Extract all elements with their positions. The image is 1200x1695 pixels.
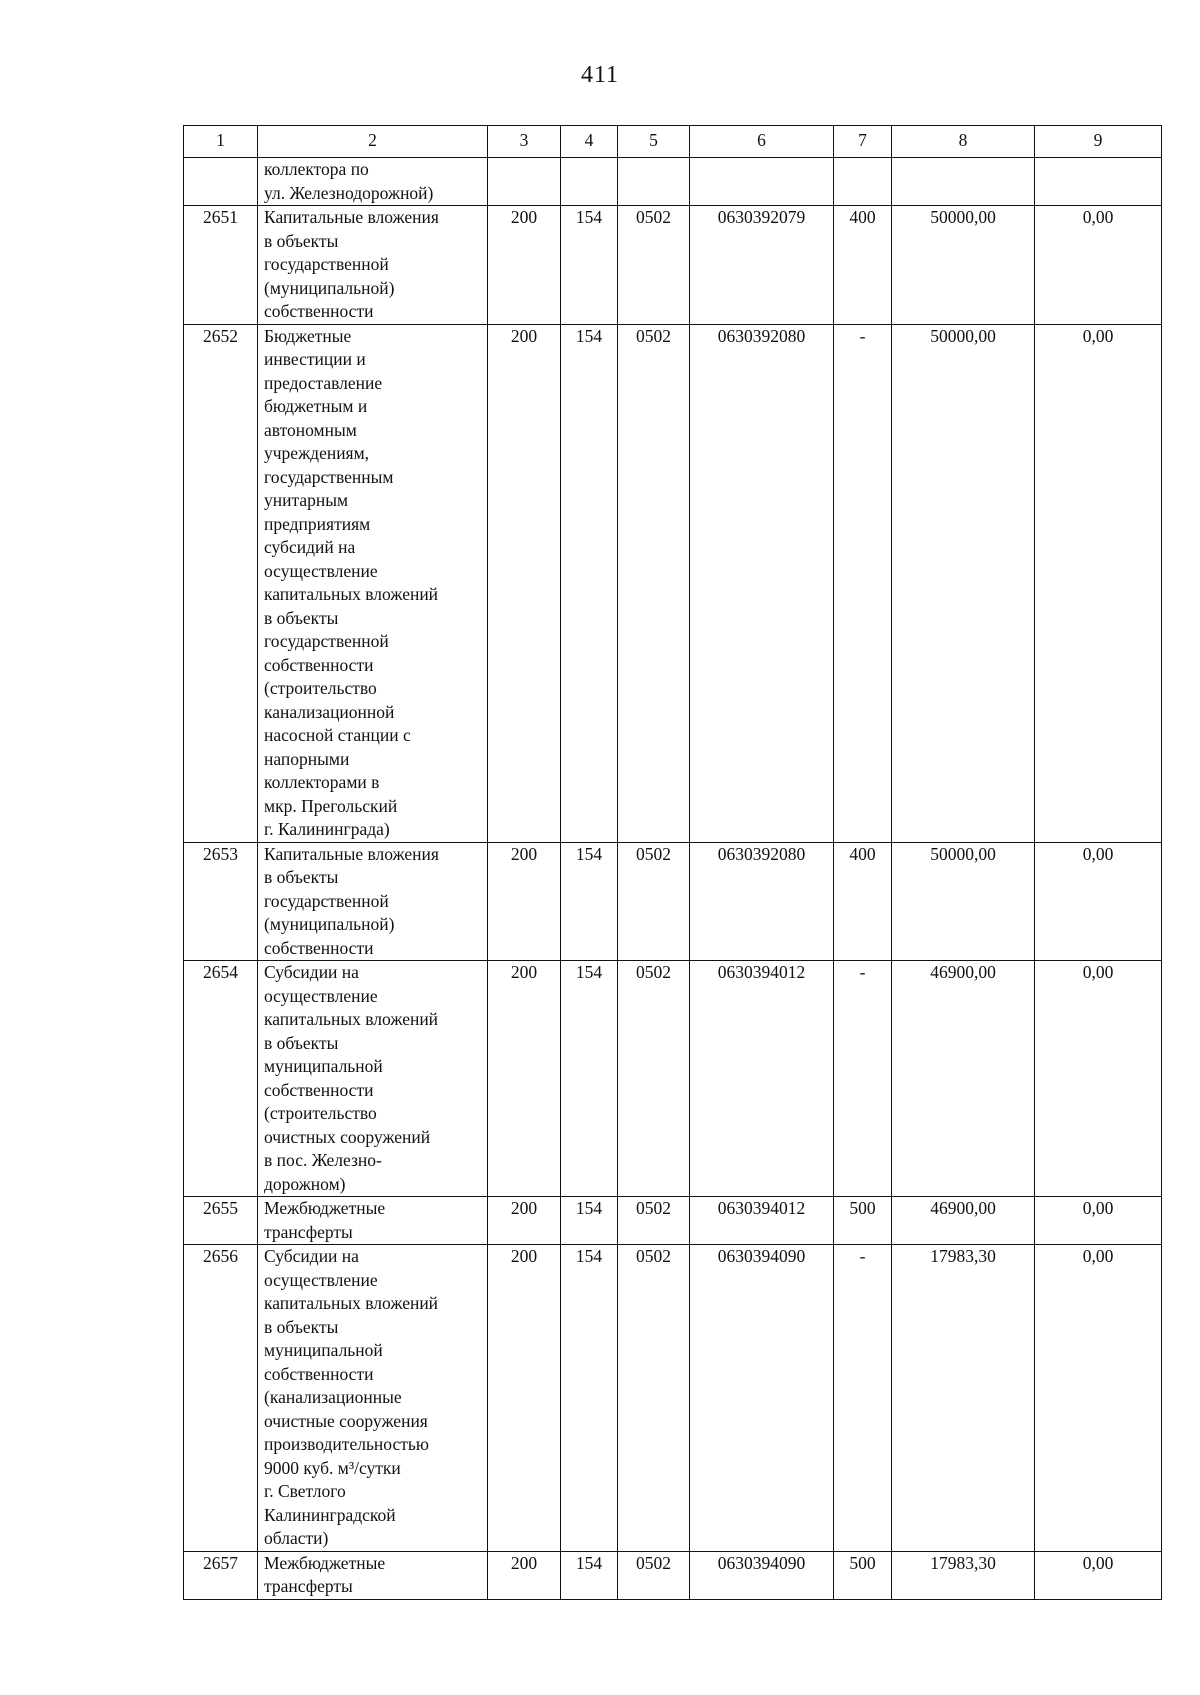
amount-cell: 46900,00 <box>892 1197 1035 1245</box>
code-cell <box>690 158 834 206</box>
item-name-cell: Межбюджетные трансферты <box>258 1551 488 1599</box>
amount-cell: 17983,30 <box>892 1551 1035 1599</box>
amount-cell: 0,00 <box>1035 1197 1162 1245</box>
code-cell: 154 <box>561 1197 618 1245</box>
code-cell: 0630392080 <box>690 324 834 842</box>
code-cell: 0502 <box>618 961 690 1197</box>
header-row <box>184 126 1162 158</box>
amount-cell <box>892 158 1035 206</box>
code-cell <box>834 158 892 206</box>
amount-cell <box>1035 158 1162 206</box>
row-number-cell: 2655 <box>184 1197 258 1245</box>
column-header: 9 <box>1035 126 1162 158</box>
code-cell: 200 <box>488 1197 561 1245</box>
code-cell: 0630392080 <box>690 842 834 961</box>
item-name-cell: Капитальные вложения в объекты государственной (муниципальной) собственности <box>258 842 488 961</box>
row-number-cell: 2656 <box>184 1245 258 1552</box>
column-header: 8 <box>892 126 1035 158</box>
code-cell: 200 <box>488 1245 561 1552</box>
row-number-cell: 2653 <box>184 842 258 961</box>
code-cell: 0502 <box>618 324 690 842</box>
code-cell: 200 <box>488 1551 561 1599</box>
item-name-cell: Межбюджетные трансферты <box>258 1197 488 1245</box>
table-body <box>184 158 1162 1600</box>
table-row <box>184 1245 1162 1552</box>
amount-cell: 50000,00 <box>892 842 1035 961</box>
code-cell: 0502 <box>618 206 690 325</box>
amount-cell: 50000,00 <box>892 324 1035 842</box>
code-cell: 154 <box>561 842 618 961</box>
row-number-cell: 2657 <box>184 1551 258 1599</box>
table-row <box>184 206 1162 325</box>
column-header: 4 <box>561 126 618 158</box>
code-cell: 400 <box>834 206 892 325</box>
amount-cell: 0,00 <box>1035 842 1162 961</box>
amount-cell: 0,00 <box>1035 1551 1162 1599</box>
amount-cell: 0,00 <box>1035 1245 1162 1552</box>
column-header: 5 <box>618 126 690 158</box>
code-cell: 154 <box>561 206 618 325</box>
code-cell: 0630394090 <box>690 1551 834 1599</box>
code-cell: 0630394090 <box>690 1245 834 1552</box>
column-header: 2 <box>258 126 488 158</box>
item-name-cell: Субсидии на осуществление капитальных вложений в объекты муниципальной собственности (строительство очистных сооружений в пос. Железно- дорожном) <box>258 961 488 1197</box>
code-cell: 200 <box>488 206 561 325</box>
table-row <box>184 324 1162 842</box>
code-cell: 0630392079 <box>690 206 834 325</box>
code-cell: 154 <box>561 1245 618 1552</box>
code-cell: 400 <box>834 842 892 961</box>
amount-cell: 0,00 <box>1035 324 1162 842</box>
code-cell: 0502 <box>618 842 690 961</box>
page-number: 411 <box>580 62 620 88</box>
amount-cell: 0,00 <box>1035 206 1162 325</box>
code-cell: 0630394012 <box>690 961 834 1197</box>
code-cell <box>618 158 690 206</box>
code-cell: 200 <box>488 961 561 1197</box>
row-number-cell: 2652 <box>184 324 258 842</box>
code-cell: 0502 <box>618 1551 690 1599</box>
item-name-cell: Субсидии на осуществление капитальных вложений в объекты муниципальной собственности (канализационные очистные сооружения производительностью 9000 куб. м³/сутки г. Светлого Калининградской области) <box>258 1245 488 1552</box>
table-row <box>184 961 1162 1197</box>
table-row <box>184 158 1162 206</box>
column-header: 7 <box>834 126 892 158</box>
amount-cell: 46900,00 <box>892 961 1035 1197</box>
code-cell: 0502 <box>618 1245 690 1552</box>
column-header: 6 <box>690 126 834 158</box>
amount-cell: 50000,00 <box>892 206 1035 325</box>
code-cell: - <box>834 1245 892 1552</box>
row-number-cell: 2654 <box>184 961 258 1197</box>
code-cell <box>561 158 618 206</box>
amount-cell: 0,00 <box>1035 961 1162 1197</box>
table-row <box>184 842 1162 961</box>
table-row <box>184 1551 1162 1599</box>
code-cell: 200 <box>488 842 561 961</box>
code-cell: - <box>834 324 892 842</box>
code-cell: 154 <box>561 324 618 842</box>
table-row <box>184 1197 1162 1245</box>
column-header: 3 <box>488 126 561 158</box>
column-header: 1 <box>184 126 258 158</box>
item-name-cell: коллектора по ул. Железнодорожной) <box>258 158 488 206</box>
code-cell: 154 <box>561 1551 618 1599</box>
code-cell: 200 <box>488 324 561 842</box>
code-cell: 154 <box>561 961 618 1197</box>
code-cell: 500 <box>834 1197 892 1245</box>
budget-table <box>183 125 1162 1600</box>
item-name-cell: Капитальные вложения в объекты государственной (муниципальной) собственности <box>258 206 488 325</box>
code-cell: 0502 <box>618 1197 690 1245</box>
row-number-cell <box>184 158 258 206</box>
amount-cell: 17983,30 <box>892 1245 1035 1552</box>
code-cell <box>488 158 561 206</box>
row-number-cell: 2651 <box>184 206 258 325</box>
code-cell: 500 <box>834 1551 892 1599</box>
code-cell: 0630394012 <box>690 1197 834 1245</box>
code-cell: - <box>834 961 892 1197</box>
item-name-cell: Бюджетные инвестиции и предоставление бюджетным и автономным учреждениям, государственным унитарным предприятиям субсидий на осуществление капитальных вложений в объекты государственной собственности (строительство канализационной насосной станции с напорными коллекторами в мкр. Прегольский г. Калининграда) <box>258 324 488 842</box>
